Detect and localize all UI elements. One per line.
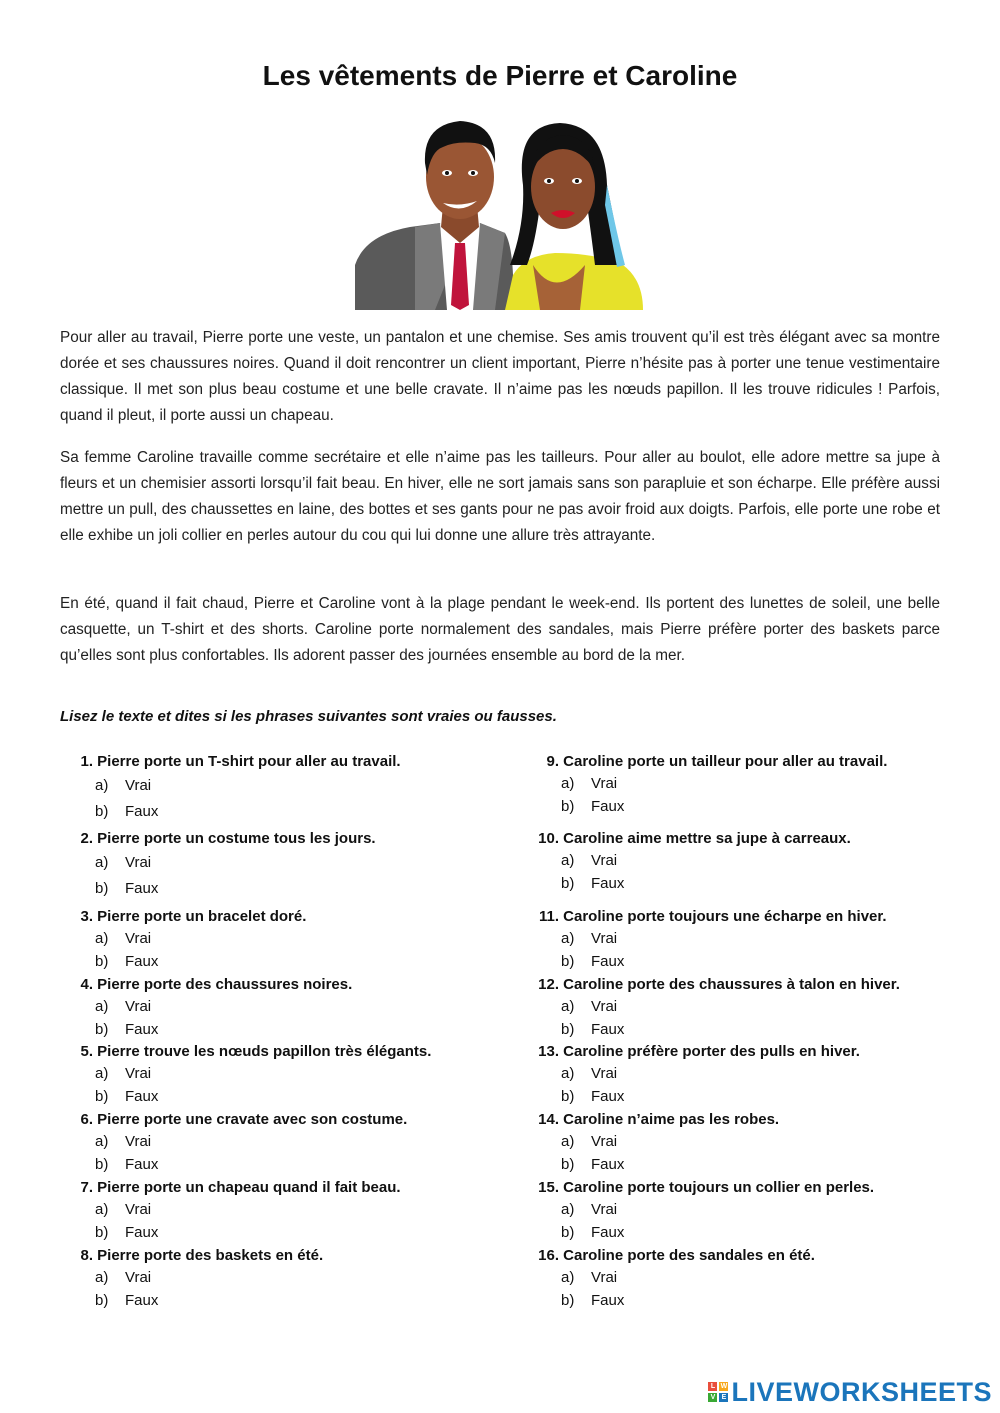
question-text: Caroline préfère porter des pulls en hiver. [563,1043,860,1060]
question-text: Caroline porte toujours une écharpe en hiver. [563,908,887,925]
question-number: 15. [538,1179,559,1196]
option-vrai[interactable]: a) Vrai [561,998,618,1015]
question-number: 12. [538,976,559,993]
question-item [60,1041,431,1108]
instruction-text: Lisez le texte et dites si les phrases suivantes sont vraies ou fausses. [60,708,557,725]
question-number: 3. [80,908,93,925]
question-number: 16. [538,1247,559,1264]
option-faux[interactable]: b) Faux [95,1087,159,1105]
paragraph-summer: En été, quand il fait chaud, Pierre et Caroline vont à la plage pendant le week-end. Ils portent des lunettes de soleil, une belle casquette, un T-shirt et des shorts. Caroline porte normalement des sandales, mais Pierre préfère porter des baskets parce qu’elles sont plus confortables. Ils adorent passer des journées ensemble au bord de la mer. [60,595,940,664]
option-faux[interactable]: b) Faux [561,1291,625,1309]
option-faux[interactable]: b) Faux [95,1155,159,1173]
option-vrai[interactable]: a) Vrai [95,854,152,871]
question-text: Pierre porte un costume tous les jours. [97,830,376,847]
option-faux[interactable]: b) Faux [561,1223,625,1241]
option-vrai[interactable]: a) Vrai [561,852,618,869]
question-item [526,828,851,895]
couple-illustration [355,115,645,310]
question-text: Pierre porte un T-shirt pour aller au travail. [97,753,401,770]
question-number: 10. [538,830,559,847]
liveworksheets-brand[interactable] [708,1377,992,1407]
question-item [60,751,401,825]
option-faux[interactable]: b) Faux [95,880,159,897]
question-number: 13. [538,1043,559,1060]
option-vrai[interactable]: a) Vrai [561,1065,618,1082]
option-faux[interactable]: b) Faux [95,952,159,970]
question-item [526,906,887,973]
question-text: Caroline porte toujours un collier en perles. [563,1179,875,1196]
question-number: 4. [80,976,93,993]
question-text: Pierre porte des chaussures noires. [97,976,353,993]
option-faux[interactable]: b) Faux [561,1087,625,1105]
option-faux[interactable]: b) Faux [561,874,625,892]
option-vrai[interactable]: a) Vrai [95,1201,152,1218]
question-number: 11. [538,908,559,925]
question-number: 2. [80,830,93,847]
option-vrai[interactable]: a) Vrai [561,1133,618,1150]
question-text: Caroline porte des sandales en été. [563,1247,815,1264]
option-vrai[interactable]: a) Vrai [95,998,152,1015]
question-number: 8. [80,1247,93,1264]
option-vrai[interactable]: a) Vrai [95,1269,152,1286]
option-vrai[interactable]: a) Vrai [95,1133,152,1150]
option-vrai[interactable]: a) Vrai [95,1065,152,1082]
question-item [526,1177,874,1244]
page-title: Les vêtements de Pierre et Caroline [262,60,738,91]
question-item [526,974,900,1041]
question-item [60,1109,407,1176]
question-text: Caroline porte un tailleur pour aller au travail. [563,753,888,770]
option-faux[interactable]: b) Faux [95,1223,159,1241]
question-text: Pierre porte un chapeau quand il fait beau. [97,1179,401,1196]
question-number: 6. [80,1111,93,1128]
option-vrai[interactable]: a) Vrai [561,1201,618,1218]
option-faux[interactable]: b) Faux [561,1155,625,1173]
question-item [60,1177,401,1244]
option-faux[interactable]: b) Faux [95,1020,159,1038]
option-faux[interactable]: b) Faux [561,797,625,815]
option-vrai[interactable]: a) Vrai [561,930,618,947]
question-item [526,751,887,818]
question-text: Caroline n’aime pas les robes. [563,1111,780,1128]
question-item [60,906,306,973]
paragraph-caroline: Sa femme Caroline travaille comme secrétaire et elle n’aime pas les tailleurs. Pour aller au boulot, elle adore mettre sa jupe à fleurs et un chemisier assorti lorsqu’il fait beau. En hiver, elle ne sort jamais sans son parapluie et son écharpe. Elle préfère aussi mettre un pull, des chaussettes en laine, des bottes et ses gants pour ne pas avoir froid aux doigts. Parfois, elle porte une robe et elle exhibe un joli collier en perles autour du cou qui lui donne une allure très attrayante. [60,449,940,544]
question-item [60,1245,323,1312]
question-text: Pierre trouve les nœuds papillon très élégants. [97,1043,432,1060]
question-item [526,1245,815,1312]
option-vrai[interactable]: a) Vrai [95,930,152,947]
option-faux[interactable]: b) Faux [95,1291,159,1309]
question-text: Pierre porte un bracelet doré. [97,908,307,925]
option-vrai[interactable]: a) Vrai [561,1269,618,1286]
question-number: 1. [80,753,93,770]
option-vrai[interactable]: a) Vrai [561,775,618,792]
question-item [60,828,376,902]
option-vrai[interactable]: a) Vrai [95,777,152,794]
question-number: 7. [80,1179,93,1196]
question-text: Pierre porte des baskets en été. [97,1247,324,1264]
paragraph-pierre: Pour aller au travail, Pierre porte une veste, un pantalon et une chemise. Ses amis trouvent qu’il est très élégant avec sa montre dorée et ses chaussures noires. Quand il doit rencontrer un client important, Pierre n’hésite pas à porter une tenue vestimentaire classique. Il met son plus beau costume et une belle cravate. Il n’aime pas les nœuds papillon. Il les trouve ridicules ! Parfois, quand il pleut, il porte aussi un chapeau. [60,329,940,424]
question-item [60,974,352,1041]
question-number: 9. [546,753,559,770]
question-text: Pierre porte une cravate avec son costume. [97,1111,408,1128]
question-text: Caroline aime mettre sa jupe à carreaux. [563,830,851,847]
question-item [526,1041,860,1108]
liveworksheets-logo-icon: L W V E [708,1382,728,1402]
brand-name: LIVEWORKSHEETS [731,1376,992,1407]
option-faux[interactable]: b) Faux [561,1020,625,1038]
question-number: 14. [538,1111,559,1128]
option-faux[interactable]: b) Faux [561,952,625,970]
option-faux[interactable]: b) Faux [95,803,159,820]
question-item [526,1109,779,1176]
question-number: 5. [80,1043,93,1060]
question-text: Caroline porte des chaussures à talon en hiver. [563,976,900,993]
